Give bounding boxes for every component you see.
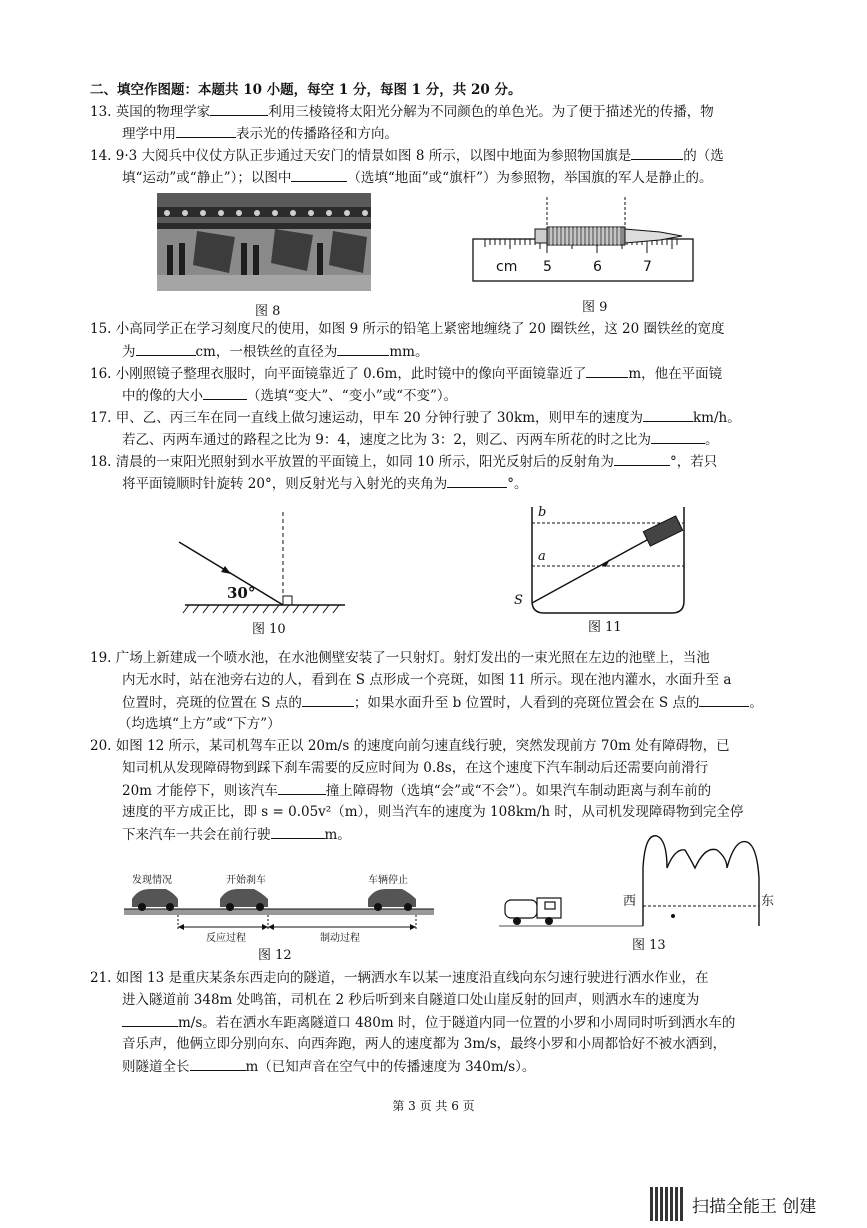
q17-text: 。 [704,432,719,448]
q18-number: 18. [90,454,112,470]
q14-text: 9·3 大阅兵中仪仗方队正步通过天安门的情景如图 8 所示，以图中地面为参照物国旗是 [115,148,632,164]
scanner-watermark [650,1186,816,1222]
q16-line2 [122,385,457,406]
q18-line2 [122,473,527,494]
q17-number: 17. [90,410,112,426]
q16-number: 16. [90,366,112,382]
q15-text: cm，一根铁丝的直径为 [195,344,338,360]
q20-line4: 速度的平方成正比，即 s = 0.05v²（m），则当汽车的速度为 108km/h 时，从司机发现障碍物到完全停 [122,804,744,820]
label-discover: 发现情况 [132,875,172,886]
ruler-tick-7: 7 [643,259,652,275]
q20-line5 [122,824,351,845]
q18-text: °。 [507,476,528,492]
q13-blank-2[interactable] [176,123,236,138]
q21-text: m/s。若在洒水车距离隧道口 480m 时，位于隧道内同一位置的小罗和小周同时听到洒水车的 [178,1015,736,1031]
q15-text: 小高同学正在学习刻度尺的使用，如图 9 所示的铅笔上紧密地缠绕了 20 圈铁丝，这 20 圈铁丝的宽度 [115,321,725,337]
q13-text: 理学中用 [122,126,176,142]
qr-code-icon [650,1187,684,1221]
q16-text: （选填“变大”、“变小”或“不变”）。 [247,388,458,404]
q19-text: ；如果水面升至 b 位置时，人看到的亮斑位置会在 S 点的 [353,695,700,711]
q21-number: 21. [90,970,112,986]
q21-text: m（已知声音在空气中的传播速度为 340m/s）。 [245,1059,536,1075]
q19-line4: （均选填“上方”或“下方”） [118,716,281,732]
label-east: 东 [761,894,775,909]
q21-line5 [122,1056,535,1077]
q17-blank-2[interactable] [651,429,705,444]
q20-text: 下来汽车一共会在前行驶 [122,827,271,843]
q17-blank-1[interactable] [643,407,693,422]
q15-text: mm。 [389,344,429,360]
q16-blank-1[interactable] [586,363,628,378]
point-s-label: S [514,593,523,608]
angle-label: 30° [227,584,256,602]
figure-11-pool-diagram [510,505,690,617]
figure-9-caption: 图 9 [582,300,608,315]
q14-text: （选填“地面”或“旗杆”）为参照物，举国旗的军人是静止的。 [347,170,713,186]
q14-blank-2[interactable] [291,167,347,182]
q19-line1 [90,648,710,668]
q19-line2: 内无水时，站在池旁右边的人，看到在 S 点形成一个亮斑，如图 11 所示。现在池内灌水，水面升至 a [122,672,732,688]
figure-8-parade-photo [157,193,371,291]
q21-text: 如图 13 是重庆某条东西走向的隧道，一辆洒水车以某一速度沿直线向东匀速行驶进行洒水作业，在 [115,970,709,986]
q16-text: 小刚照镜子整理衣服时，向平面镜靠近了 0.6m，此时镜中的像向平面镜靠近了 [115,366,587,382]
section-heading: 二、填空作图题：本题共 10 小题，每空 1 分，每图 1 分，共 20 分。 [90,82,522,98]
figure-11-caption: 图 11 [588,620,622,635]
q21-blank-1[interactable] [122,1012,178,1027]
q13-text: 利用三棱镜将太阳光分解为不同颜色的单色光。为了便于描述光的传播，物 [268,104,714,120]
label-braking: 制动过程 [320,933,360,944]
q13-number: 13. [90,104,112,120]
q15-blank-2[interactable] [337,341,389,356]
label-west: 西 [623,894,637,909]
ruler-unit-label: cm [496,259,518,275]
q20-text: 20m 才能停下，则该汽车 [122,783,278,799]
figure-8-caption: 图 8 [255,304,281,319]
q19-blank-2[interactable] [699,692,749,707]
q21-line3 [122,1012,735,1033]
q19-line3 [122,692,763,713]
q16-line1 [90,363,722,384]
q20-number: 20. [90,738,112,754]
q16-text: m，他在平面镜 [628,366,723,382]
label-stop: 车辆停止 [368,875,408,886]
label-brake: 开始刹车 [226,875,266,886]
q20-text: 如图 12 所示，某司机驾车正以 20m/s 的速度向前匀速直线行驶，突然发现前方 70m 处有障碍物，已 [115,738,730,754]
q20-line3 [122,780,711,801]
q18-blank-1[interactable] [614,451,670,466]
q14-text: 的（选 [683,148,724,164]
q13-text: 表示光的传播路径和方向。 [236,126,398,142]
q13-blank-1[interactable] [210,101,268,116]
q14-line2 [122,167,712,188]
ruler-tick-5: 5 [543,259,552,275]
q15-number: 15. [90,321,112,337]
q21-text: 则隧道全长 [122,1059,190,1075]
q15-line1 [90,319,724,339]
q20-line1 [90,736,730,756]
watermark-text: 扫描全能王 创建 [692,1196,817,1217]
label-reaction: 反应过程 [206,933,246,944]
q15-text: 为 [122,344,136,360]
q19-number: 19. [90,650,112,666]
q14-blank-1[interactable] [631,145,683,160]
figure-12-caption: 图 12 [258,948,292,963]
q20-text: m。 [324,827,351,843]
q19-text: 位置时，亮斑的位置在 S 点的 [122,695,302,711]
q21-line2: 进入隧道前 348m 处鸣笛，司机在 2 秒后听到来自隧道口处山崖反射的回声，则洒水车的速度为 [122,992,700,1008]
q19-text: 。 [749,695,763,711]
figure-12-braking-diagram [120,865,440,945]
q19-blank-1[interactable] [302,692,354,707]
figure-13-caption: 图 13 [632,938,666,953]
q18-blank-2[interactable] [447,473,507,488]
q15-line2 [122,341,428,362]
q18-text: °，若只 [670,454,718,470]
q21-line1 [90,968,709,988]
q17-text: 若乙、丙两车通过的路程之比为 9：4，速度之比为 3：2，则乙、丙两车所花的时之比为 [122,432,651,448]
q15-blank-1[interactable] [136,341,196,356]
level-b-label: b [538,505,547,520]
q20-text: 撞上障碍物（选填“会”或“不会”）。如果汽车制动距离与刹车前的 [325,783,712,799]
q20-blank-2[interactable] [271,824,325,839]
q14-text: 填“运动”或“静止”）；以图中 [122,170,292,186]
page-footer: 第 3 页 共 6 页 [392,1099,475,1113]
q14-line1 [90,145,724,166]
figure-9-ruler [470,195,700,290]
q13-text: 英国的物理学家 [115,104,211,120]
figure-10-caption: 图 10 [252,622,286,637]
q21-line4: 音乐声，他俩立即分别向东、向西奔跑，两人的速度都为 3m/s，最终小罗和小周都恰好不被水洒到， [122,1036,727,1052]
q14-number: 14. [90,148,112,164]
q18-line1 [90,451,717,472]
q17-line1 [90,407,741,428]
q20-blank-1[interactable] [278,780,326,795]
figure-13-tunnel-diagram [495,828,780,933]
q18-text: 清晨的一束阳光照射到水平放置的平面镜上，如同 10 所示，阳光反射后的反射角为 [115,454,615,470]
level-a-label: a [538,549,546,564]
q21-blank-2[interactable] [190,1056,246,1071]
q13-line1 [90,101,714,122]
q18-text: 将平面镜顺时针旋转 20°，则反射光与入射光的夹角为 [122,476,448,492]
q16-text: 中的像的大小 [122,388,203,404]
q13-line2 [122,123,398,144]
q17-line2 [122,429,718,450]
q19-text: 广场上新建成一个喷水池，在水池侧壁安装了一只射灯。射灯发出的一束光照在左边的池壁上，当池 [115,650,710,666]
figure-10-mirror-diagram [175,510,350,620]
q16-blank-2[interactable] [203,385,247,400]
q20-line2: 知司机从发现障碍物到踩下刹车需要的反应时间为 0.8s，在这个速度下汽车制动后还需要向前滑行 [122,760,709,776]
q17-text: km/h。 [693,410,741,426]
ruler-tick-6: 6 [593,259,602,275]
q17-text: 甲、乙、丙三车在同一直线上做匀速运动，甲车 20 分钟行驶了 30km，则甲车的速度为 [115,410,643,426]
